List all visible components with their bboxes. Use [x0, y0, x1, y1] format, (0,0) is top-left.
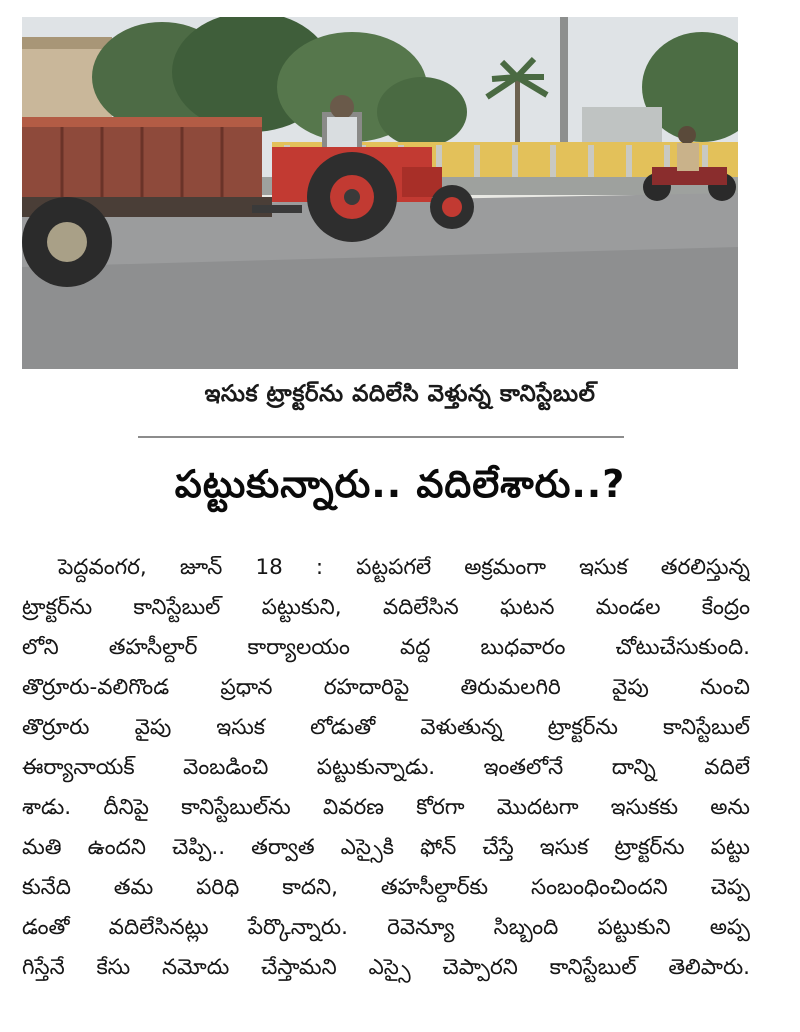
body-line: గిస్తేనే కేసు నమోదు చేస్తామని ఎస్సై చెప్పారని కానిస్టేబుల్ తెలిపారు.	[22, 955, 750, 980]
news-photo	[22, 17, 738, 369]
article-body	[22, 548, 750, 988]
photo-caption: ఇసుక ట్రాక్టర్‌ను వదిలేసి వెళ్తున్న కానిస్టేబుల్	[204, 381, 596, 407]
article-headline: పట్టుకున్నారు.. వదిలేశారు..?	[174, 462, 626, 506]
caption-divider	[138, 436, 624, 438]
body-line: తొర్రూరు వైపు ఇసుక లోడుతో వెళుతున్న ట్రాక్టర్‌ను కానిస్టేబుల్	[22, 715, 750, 740]
body-line: ఈర్యానాయక్ వెంబడించి పట్టుకున్నాడు. ఇంతలోనే దాన్ని వదిలే	[22, 755, 750, 780]
body-line: శాడు. దీనిపై కానిస్టేబుల్‌ను వివరణ కోరగా మొదటగా ఇసుకకు అను	[22, 795, 750, 820]
body-line: లోని తహసీల్దార్ కార్యాలయం వద్ద బుధవారం చోటుచేసుకుంది.	[22, 635, 750, 660]
body-line: మతి ఉందని చెప్పి.. తర్వాత ఎస్సైకి ఫోన్ చేస్తే ఇసుక ట్రాక్టర్‌ను పట్టు	[22, 835, 750, 860]
body-line: పెద్దవంగర, జూన్ 18 : పట్టపగలే అక్రమంగా ఇసుక తరలిస్తున్న	[58, 555, 750, 580]
body-line: కునేది తమ పరిధి కాదని, తహసీల్దార్‌కు సంబంధించిందని చెప్ప	[22, 875, 750, 900]
body-line: డంతో వదిలేసినట్లు పేర్కొన్నారు. రెవెన్యూ సిబ్బంది పట్టుకుని అప్ప	[22, 915, 750, 940]
body-line: ట్రాక్టర్‌ను కానిస్టేబుల్ పట్టుకుని, వదిలేసిన ఘటన మండల కేంద్రం	[22, 595, 750, 620]
body-line: తొర్రూరు-వలిగొండ ప్రధాన రహదారిపై తిరుమలగిరి వైపు నుంచి	[22, 675, 750, 700]
tractor-photo-illustration	[22, 17, 738, 369]
